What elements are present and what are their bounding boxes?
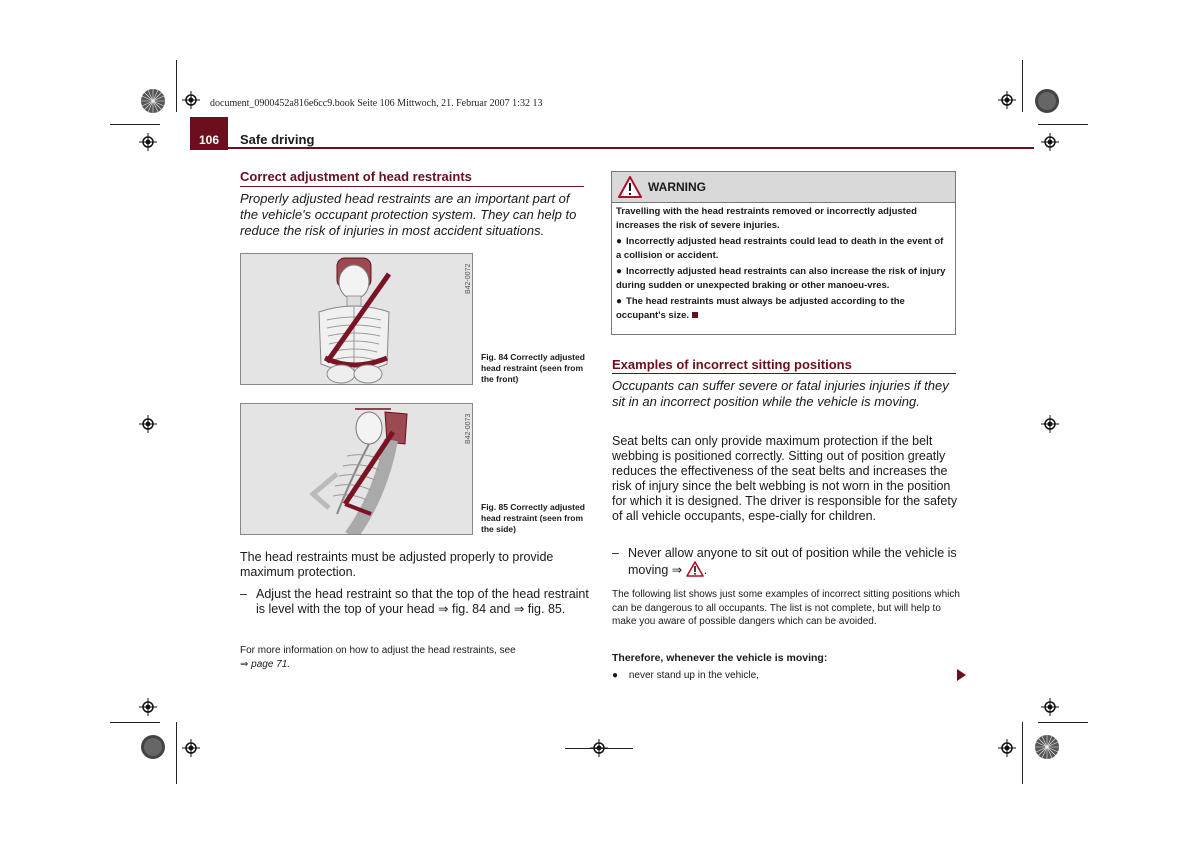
gray-register-icon	[140, 734, 166, 760]
warning-title: WARNING	[648, 180, 706, 194]
warning-box	[611, 171, 956, 335]
more-info-note	[240, 644, 590, 671]
crosshair-icon	[182, 91, 200, 109]
crosshair-icon	[1041, 698, 1059, 716]
crosshair-icon	[1041, 133, 1059, 151]
section-rule	[612, 373, 956, 374]
warning-body	[612, 203, 955, 322]
section-intro: Properly adjusted head restraints are an important part of the vehicle's occupant protection system. They can help to reduce the risk of injuries in most accident situations.	[240, 191, 577, 238]
crosshair-icon	[998, 91, 1016, 109]
more-info-text: For more information on how to adjust the head restraints, see	[240, 645, 516, 656]
page-71-link[interactable]: ⇒ page 71.	[240, 658, 291, 670]
instruction-text-body: Never allow anyone to sit out of position while the vehicle is moving ⇒	[628, 546, 957, 577]
crosshair-icon	[998, 739, 1016, 757]
warning-bullet	[616, 295, 951, 322]
section-rule	[240, 186, 584, 187]
list-item	[612, 669, 759, 683]
paragraph: Seat belts can only provide maximum protection if the belt webbing is positioned correctly. Sitting out of position greatly reduces the effectiveness of the seat belts and increases the risk of injury since the belt webbing is not worn in the position for which it is designed. The driver is responsible for the safety of all vehicle occupants, espe-cially for children.	[612, 434, 958, 523]
instruction-text: Adjust the head restraint so that the top of the head restraint is level with the top of your head ⇒ fig. 84 and ⇒ fig. 85.	[256, 587, 589, 616]
figure-code: B42-0072	[465, 263, 472, 294]
warning-bullet-text: Incorrectly adjusted head restraints can also increase the risk of injury during sudden or unexpected braking or other manoeu-vres.	[616, 266, 946, 291]
crosshair-icon	[139, 415, 157, 433]
instruction-text: Never allow anyone to sit out of position while the vehicle is moving ⇒ .	[628, 546, 957, 577]
instruction-item	[240, 587, 590, 617]
bullet-marker: ●	[616, 236, 623, 247]
warning-reference-icon[interactable]	[686, 561, 704, 577]
figure-85-side-view	[240, 403, 473, 535]
warning-triangle-icon	[618, 176, 642, 198]
end-of-section-icon	[692, 312, 698, 318]
skeleton-front-illustration	[241, 254, 473, 385]
figure-84-front-view	[240, 253, 473, 385]
figure-84-caption: Fig. 84 Correctly adjusted head restraint (seen from the front)	[481, 352, 585, 384]
figure-code: B42-0073	[465, 413, 472, 444]
warning-bullet-text: The head restraints must always be adjusted according to the occupant's size.	[616, 296, 905, 321]
dash-marker: –	[612, 546, 619, 560]
header-rule	[190, 147, 1034, 149]
paragraph: The head restraints must be adjusted properly to provide maximum protection.	[240, 550, 554, 579]
section-intro: Occupants can suffer severe or fatal injuries injuries if they sit in an incorrect position while the vehicle is moving.	[612, 378, 949, 409]
instruction-item	[612, 546, 957, 578]
crosshair-icon	[139, 698, 157, 716]
print-header: document_0900452a816e6cc9.book Seite 106 Mittwoch, 21. Februar 2007 1:32 13	[210, 98, 543, 109]
section-heading-head-restraints: Correct adjustment of head restraints	[240, 169, 472, 184]
crosshair-icon	[182, 739, 200, 757]
skeleton-side-illustration	[241, 404, 473, 535]
section-heading-sitting-positions: Examples of incorrect sitting positions	[612, 357, 852, 372]
bullet-marker: ●	[616, 266, 623, 277]
bullet-marker: ●	[616, 296, 623, 307]
bullet-marker: ●	[612, 670, 619, 681]
dash-marker: –	[240, 587, 247, 601]
list-intro-paragraph: The following list shows just some examples of incorrect sitting positions which can be dangerous to all occupants. The list is not complete, but will help to make you aware of possible dangers which can be avoided.	[612, 589, 960, 627]
warning-header	[612, 172, 955, 203]
crosshair-icon	[139, 133, 157, 151]
warning-bullet	[616, 235, 951, 262]
crosshair-icon	[1041, 415, 1059, 433]
warning-bullet-text: Incorrectly adjusted head restraints could lead to death in the event of a collision or accident.	[616, 236, 944, 261]
figure-85-caption: Fig. 85 Correctly adjusted head restraint (seen from the side)	[481, 502, 585, 534]
list-item-text: never stand up in the vehicle,	[628, 670, 759, 681]
page-number: 106	[190, 117, 228, 150]
continue-arrow-icon[interactable]	[957, 669, 966, 681]
therefore-heading: Therefore, whenever the vehicle is moving:	[612, 652, 828, 664]
warning-bullet	[616, 265, 951, 292]
gray-register-icon	[1034, 88, 1060, 114]
running-title: Safe driving	[240, 132, 315, 147]
star-register-icon	[140, 88, 166, 114]
star-register-icon	[1034, 734, 1060, 760]
warning-lead: Travelling with the head restraints removed or incorrectly adjusted increases the risk of severe injuries.	[616, 206, 917, 231]
